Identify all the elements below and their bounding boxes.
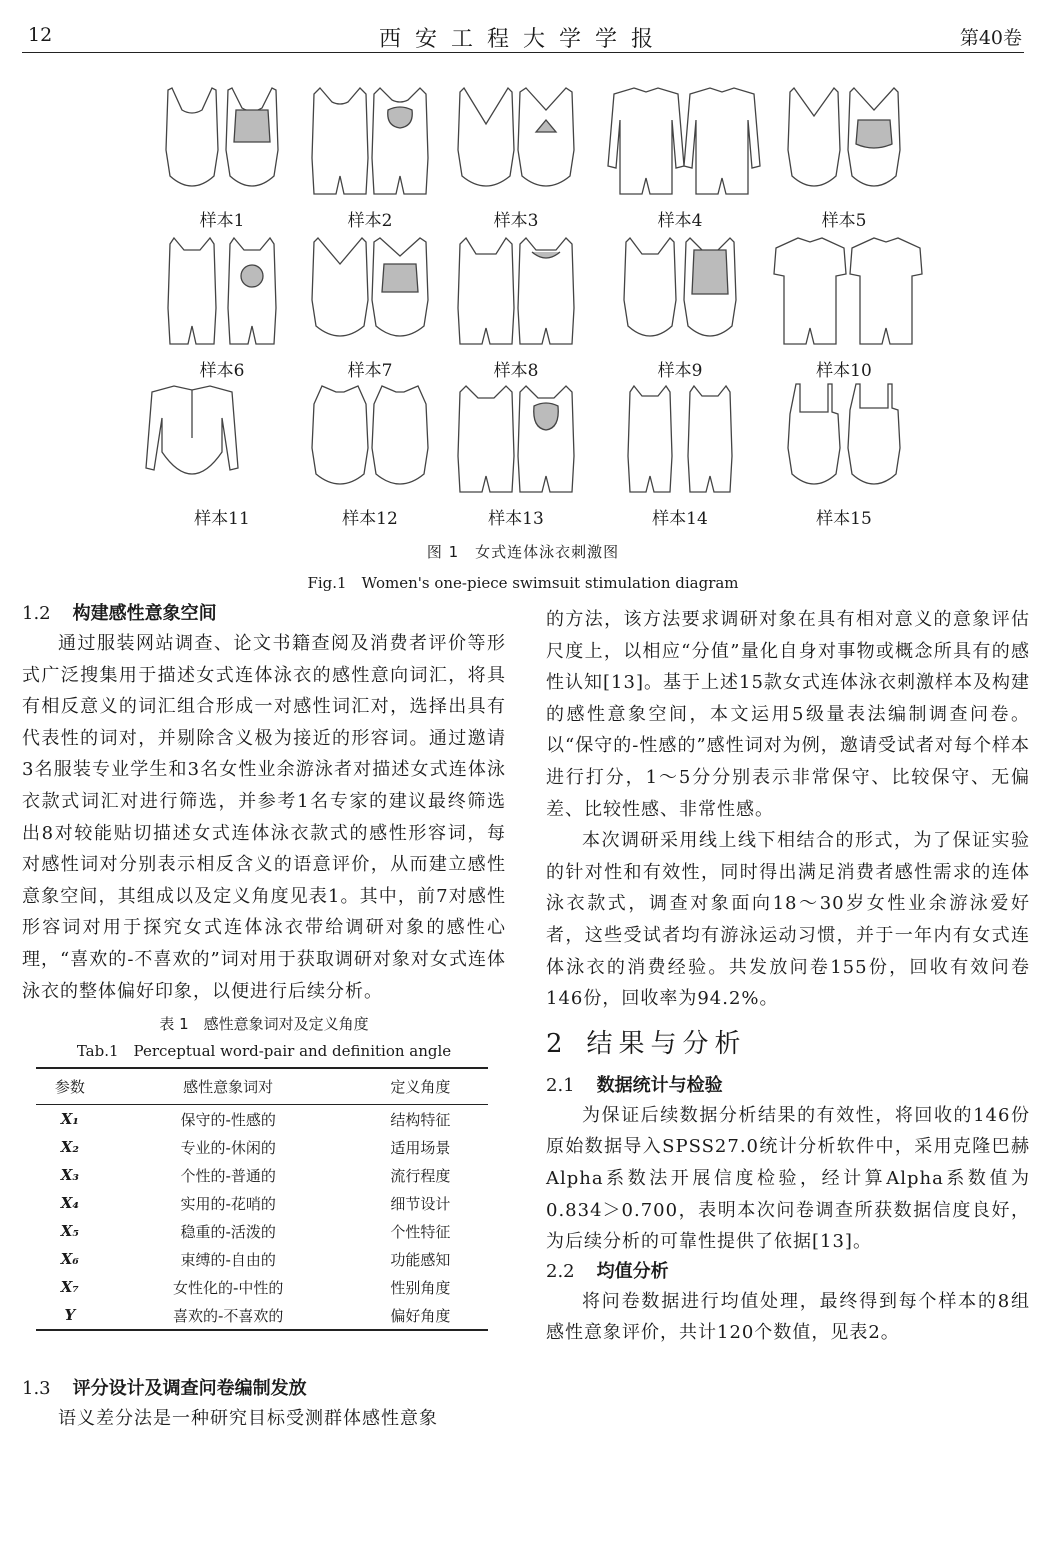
figure-caption-en: Fig.1 Women's one-piece swimsuit stimulation diagram xyxy=(307,574,739,592)
swimsuit-icon xyxy=(590,230,770,352)
journal-title: 西安工程大学学报 xyxy=(378,27,667,52)
table-row: X₆ 束缚的-自由的 功能感知 xyxy=(60,1250,451,1269)
sample-card xyxy=(754,80,934,230)
table-row: X₂ 专业的-休闲的 适用场景 xyxy=(60,1138,451,1157)
volume-label: 第40卷 xyxy=(959,27,1022,49)
table-row: X₄ 实用的-花哨的 细节设计 xyxy=(60,1194,451,1213)
swimsuit-icon xyxy=(426,80,606,202)
column-header: 参数 xyxy=(36,1068,104,1105)
sample-label: 样本4 xyxy=(657,211,703,231)
table-row: Y 喜欢的-不喜欢的 偏好角度 xyxy=(36,1301,488,1330)
sample-label: 样本5 xyxy=(821,211,867,231)
paragraph-1-3-cont: 的方法，该方法要求调研对象在具有相对意义的意象评估尺度上，以相应“分值”量化自身对事物或概念所具有的感性认知[13]。基于上述15款女式连体泳衣刺激样本及构建的感性意象空间，本文运用5级量表法编制调查问卷。以“保守的-性感的”感性词对为例，邀请受试者对每个样本进行打分，1～5分分别表示非常保守、比较保守、无偏差、比较性感、非常性感。 xyxy=(546,609,1030,820)
page-number: 12 xyxy=(28,24,53,46)
figure-caption-cn: 图 1 女式连体泳衣刺激图 xyxy=(426,543,620,561)
table-caption-en: Tab.1 Perceptual word-pair and definition angle xyxy=(76,1042,452,1061)
sample-label: 样本6 xyxy=(199,361,245,381)
sample-label: 样本15 xyxy=(816,509,872,529)
section-heading-2-2: 2.2 均值分析 xyxy=(546,1260,669,1282)
sample-card xyxy=(590,230,770,380)
figure-1 xyxy=(0,80,1046,540)
paragraph-1-3-b: 本次调研采用线上线下相结合的形式，为了保证实验的针对性和有效性，同时得出满足消费者感性需求的连体泳衣款式，调查对象面向18～30岁女性业余游泳爱好者，这些受试者均有游泳运动习惯，并于一年内有女式连体泳衣的消费经验。共发放问卷155份，回收有效问卷146份，回收率为94.2%。 xyxy=(546,830,1030,1010)
sample-label: 样本8 xyxy=(493,361,539,381)
sample-label: 样本12 xyxy=(342,509,398,529)
paragraph-2-1: 为保证后续数据分析结果的有效性，将回收的146份原始数据导入SPSS27.0统计分析软件中，采用克隆巴赫Alpha系数法开展信度检验，经计算Alpha系数值为0.834＞0.700，表明本次问卷调查所获数据信度良好，为后续分析的可靠性提供了依据[13]。 xyxy=(546,1104,1030,1253)
paragraph-2-2: 将问卷数据进行均值处理，最终得到每个样本的8组感性意象评价，共计120个数值，见表2。 xyxy=(546,1290,1030,1344)
table-row: X₅ 稳重的-活泼的 个性特征 xyxy=(60,1222,451,1241)
sample-label: 样本1 xyxy=(199,211,245,231)
table-row: X₇ 女性化的-中性的 性别角度 xyxy=(60,1278,451,1297)
sample-label: 样本14 xyxy=(652,509,708,529)
sample-card xyxy=(754,378,934,528)
right-column xyxy=(546,604,1030,1349)
page-header xyxy=(22,18,1024,53)
swimsuit-icon xyxy=(426,230,606,352)
sample-label: 样本9 xyxy=(657,361,703,381)
sample-label: 样本7 xyxy=(347,361,393,381)
sample-card xyxy=(754,230,934,380)
swimsuit-icon xyxy=(426,378,606,500)
sample-label: 样本10 xyxy=(816,361,872,381)
swimsuit-icon xyxy=(590,80,770,202)
section-heading-1-3: 1.3 评分设计及调查问卷编制发放 xyxy=(22,1378,307,1400)
column-header: 定义角度 xyxy=(353,1068,488,1105)
sample-card xyxy=(426,230,606,380)
paragraph-1-2: 通过服装网站调查、论文书籍查阅及消费者评价等形式广泛搜集用于描述女式连体泳衣的感性意向词汇，将具有相反意义的词汇组合形成一对感性词汇对，选择出具有代表性的词对，并剔除含义极为接近的形容词。通过邀请3名服装专业学生和3名女性业余游泳者对描述女式连体泳衣款式词汇对进行筛选，并参考1名专家的建议最终筛选出8对较能贴切描述女式连体泳衣款式的感性形容词，每对感性词对分别表示相反含义的语意评价，从而建立感性意象空间，其组成以及定义角度见表1。其中，前7对感性形容词对用于探究女式连体泳衣带给调研对象的感性心理，“喜欢的-不喜欢的”词对用于获取调研对象对女式连体泳衣的整体偏好印象，以便进行后续分析。 xyxy=(22,633,506,1002)
sample-card xyxy=(426,378,606,528)
section-heading-1-2: 1.2 构建感性意象空间 xyxy=(22,603,217,624)
paragraph-1-3-start: 语义差分法是一种研究目标受测群体感性意象 xyxy=(58,1408,438,1430)
table-row: X₁ 保守的-性感的 结构特征 xyxy=(60,1110,451,1129)
sample-label: 样本2 xyxy=(347,211,393,231)
sample-label: 样本11 xyxy=(194,509,250,529)
left-column xyxy=(22,600,506,1435)
swimsuit-icon xyxy=(590,378,770,500)
sample-label: 样本13 xyxy=(488,509,544,529)
section-heading-2: 2 结果与分析 xyxy=(546,1028,747,1059)
sample-label: 样本3 xyxy=(493,211,539,231)
sample-card xyxy=(590,378,770,528)
table-1 xyxy=(36,1067,488,1331)
swimsuit-icon xyxy=(754,378,934,500)
section-heading-2-1: 2.1 数据统计与检验 xyxy=(546,1074,723,1096)
table-row: X₃ 个性的-普通的 流行程度 xyxy=(60,1166,451,1185)
sample-card xyxy=(590,80,770,230)
table-caption-cn: 表 1 感性意象词对及定义角度 xyxy=(159,1015,369,1034)
table-header-row xyxy=(36,1068,488,1105)
swimsuit-icon xyxy=(754,230,934,352)
column-header: 感性意象词对 xyxy=(104,1068,353,1105)
sample-card xyxy=(426,80,606,230)
swimsuit-icon xyxy=(754,80,934,202)
